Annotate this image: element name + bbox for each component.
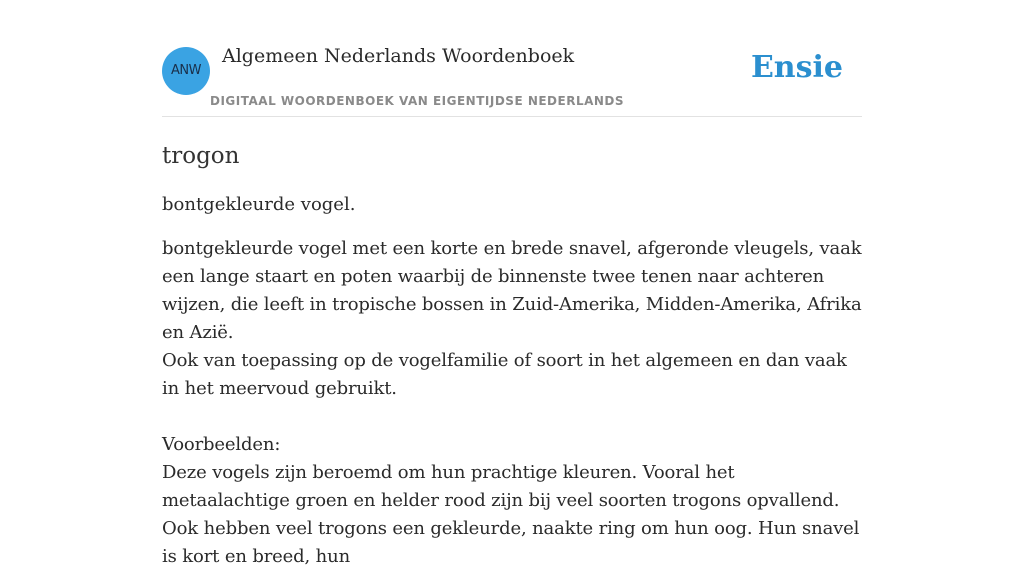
examples-label: Voorbeelden: bbox=[162, 434, 281, 455]
site-subtitle: DIGITAAL WOORDENBOEK VAN EIGENTIJDSE NEDERLANDS bbox=[210, 94, 625, 108]
site-header bbox=[162, 0, 862, 117]
ensie-brand-link[interactable]: Ensie bbox=[750, 50, 843, 85]
usage-note: Ook van toepassing op de vogelfamilie of soort in het algemeen en dan vaak in het meervoud gebruikt. bbox=[162, 350, 847, 399]
short-definition: bontgekleurde vogel. bbox=[162, 194, 356, 215]
long-definition bbox=[162, 235, 862, 571]
site-title[interactable]: Algemeen Nederlands Woordenboek bbox=[222, 45, 575, 67]
example-text: Deze vogels zijn beroemd om hun prachtige kleuren. Vooral het metaalachtige groen en helder rood zijn bij veel soorten trogons opvallend. Ook hebben veel trogons een gekleurde, naakte ring om hun oog. Hun snavel is kort en breed, hun bbox=[162, 462, 860, 567]
paragraph-spacer bbox=[162, 403, 862, 431]
anw-logo[interactable]: ANW bbox=[162, 47, 210, 95]
definition-text: bontgekleurde vogel met een korte en brede snavel, afgeronde vleugels, vaak een lange staart en poten waarbij de binnenste twee tenen naar achteren wijzen, die leeft in tropische bossen in Zuid-Amerika, Midden-Amerika, Afrika en Azië. bbox=[162, 238, 862, 343]
entry-content bbox=[162, 141, 862, 571]
page bbox=[162, 0, 862, 571]
headword: trogon bbox=[162, 143, 240, 169]
